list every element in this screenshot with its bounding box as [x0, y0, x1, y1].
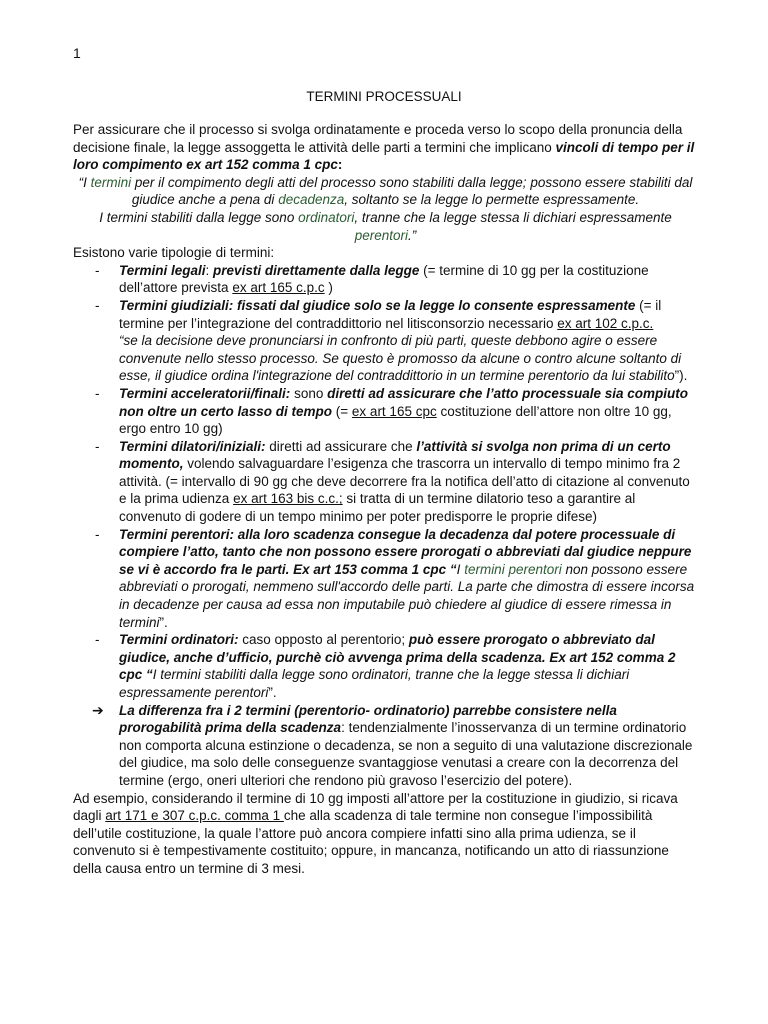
types-intro: Esistono varie tipologie di termini: [73, 245, 275, 261]
art-152-quote: “I termini per il compimento degli atti del processo sono stabiliti dalla legge; possono essere stabiliti dal giudice anche a pena di decadenza, soltanto se la legge lo permette espressamente. I termini stabiliti dalla legge sono ordinatori, tranne che la legge stessa li dichiari espressamente perentori.” [78, 174, 693, 243]
list-item-differenza: ➔ La differenza fra i 2 termini (perentorio- ordinatorio) parrebbe consistere nella prorogabilità prima della scadenza: tendenzialmente l’inosservanza di un termine ordinatorio non comporta alcuna estinzione o decadenza, se non a seguito di una valutazione discrezionale del giudice, ma solo delle conseguenze svantaggiose venutasi a creare con la decorrenza del termine (ergo, oneri ulteriori che rendono più gravoso l’esercizio del potere). [92, 701, 693, 788]
list-item-termini-legali: - Termini legali: previsti direttamente dalla legge (= termine di 10 gg per la costituzione dell’attore prevista ex art 165 c.p.c ) [95, 262, 649, 296]
intro-paragraph: Per assicurare che il processo si svolga ordinatamente e proceda verso lo scopo della pronuncia della decisione finale, la legge assoggetta le attività delle parti a termini che implicano vincoli di tempo per il loro compimento ex art 152 comma 1 cpc: [73, 122, 695, 173]
list-item-termini-ordinatori: - Termini ordinatori: caso opposto al perentorio; può essere prorogato o abbreviato dal giudice, anche d’ufficio, purchè ciò avvenga prima della scadenza. Ex art 152 comma 2 cpc “I termini stabiliti dalla legge sono ordinatori, tranne che la legge stessa li dichiari espressamente perentori”. [95, 632, 676, 700]
page-number: 1 [73, 45, 81, 61]
list-item-termini-perentori: - Termini perentori: alla loro scadenza consegue la decadenza dal potere processuale di compiere l’atto, tanto che non possono essere prorogati o abbreviati dal giudice neppure se vi è accordo fra le parti. Ex art 153 comma 1 cpc “I termini perentori non possono essere abbreviati o prorogati, nemmeno sull'accordo delle parti. La parte che dimostra di essere incorsa in decadenze per causa ad essa non imputabile può chiedere al giudice di essere rimessa in termini”. [95, 526, 695, 630]
page-title: TERMINI PROCESSUALI [306, 89, 462, 104]
term-types-list [73, 262, 698, 790]
closing-paragraph: Ad esempio, considerando il termine di 10 gg imposti all’attore per la costituzione in giudizio, si ricava dagli art 171 e 307 c.p.c. comma 1 che alla scadenza di tale termine non consegue l’impossibilità dell’utile costituzione, la quale l’attore può ancora compiere infatti sino alla prima udienza, se il convenuto si è tempestivamente costituito; oppure, in mancanza, notificando un atto di riassunzione della causa entro un termine di 3 mesi. [73, 790, 678, 876]
list-item-termini-giudiziali: - Termini giudiziali: fissati dal giudice solo se la legge lo consente espressamente (= il termine per l’integrazione del contraddittorio nel litisconsorzio necessario ex art 102 c.p.c. “se la decisione deve pronunciarsi in confronto di più parti, queste debbono agire o essere convenute nello stesso processo. Se questo è promosso da alcune o contro alcune soltanto di esse, il giudice ordina l'integrazione del contraddittorio in un termine perentorio da lui stabilito”). [95, 297, 688, 384]
right-arrow-icon: ➔ [92, 701, 104, 718]
document-body [73, 121, 698, 878]
list-item-termini-dilatori: - Termini dilatori/iniziali: diretti ad assicurare che l’attività si svolga non prima di un certo momento, volendo salvaguardare l’esigenza che trascorra un intervallo di tempo minimo fra 2 attività. (= intervallo di 90 gg che deve decorrere fra la notifica dell’atto di citazione al convenuto e la prima udienza ex art 163 bis c.c.; si tratta di un termine dilatorio teso a garantire al convenuto di godere di un tempo minimo per poter predisporre le proprie difese) [95, 438, 690, 525]
list-item-termini-acceleratori: - Termini acceleratorii/finali: sono diretti ad assicurare che l’atto processuale sia compiuto non oltre un certo lasso di tempo (= ex art 165 cpc costituzione dell’attore non oltre 10 gg, ergo entro 10 gg) [95, 385, 688, 437]
